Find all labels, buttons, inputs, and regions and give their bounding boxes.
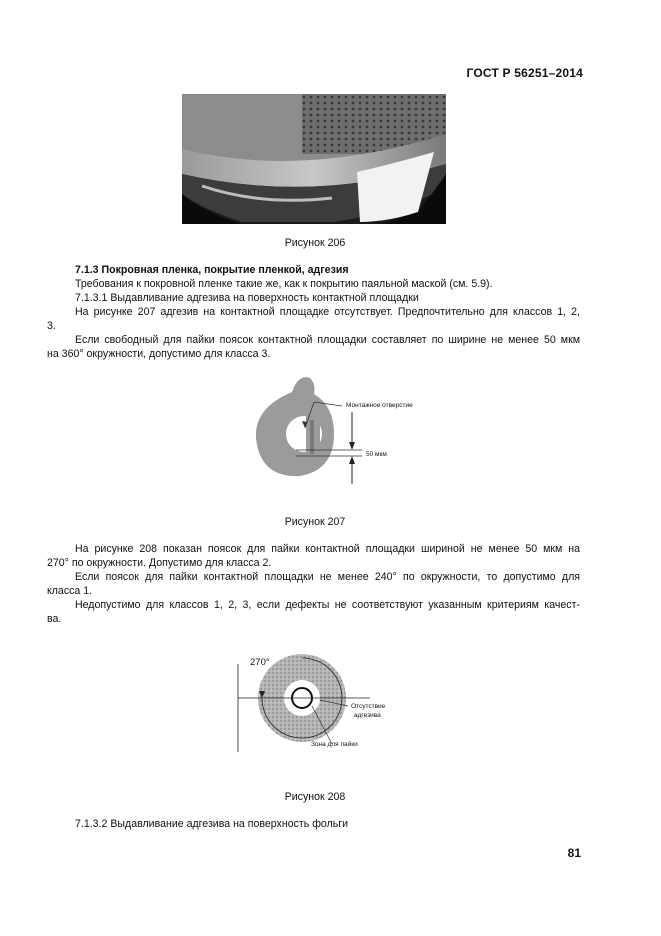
figure-206-caption: Рисунок 206 (284, 237, 346, 249)
paragraph-8: 7.1.3.2 Выдавливание адгезива на поверхность фольги (75, 818, 349, 830)
figure-208-caption: Рисунок 208 (284, 791, 346, 803)
paragraph-7-line-2: ва. (47, 613, 62, 625)
page-number: 81 (567, 846, 581, 860)
paragraph-5-line-1: На рисунке 208 показан поясок для пайки контактной площадки шириной не менее 50 мкм на (75, 543, 580, 555)
paragraph-2: 7.1.3.1 Выдавливание адгезива на поверхность контактной площадки (75, 292, 419, 304)
figure-208-label-angle: 270° (250, 657, 270, 668)
figure-207-caption: Рисунок 207 (284, 516, 346, 528)
figure-207-label-dim: 50 мкм (366, 451, 387, 458)
paragraph-5-line-2: 270° по окружности. Допустимо для класса 2. (47, 557, 272, 569)
figure-206-photo (182, 94, 446, 224)
figure-207-diagram (250, 372, 440, 492)
section-heading: 7.1.3 Покровная пленка, покрытие пленкой, адгезия (75, 264, 349, 276)
figure-208-label-absence-2: адгезива (354, 712, 381, 719)
paragraph-6-line-1: Если поясок для пайки контактной площадки не менее 240° по окружности, то допустимо для (75, 571, 580, 583)
paragraph-3-line-1: На рисунке 207 адгезив на контактной площадке отсутствует. Предпочтительно для классов 1, 2, (75, 306, 580, 318)
paragraph-4-line-1: Если свободный для пайки поясок контактной площадки составляет по ширине не менее 50 мкм (75, 334, 580, 346)
figure-208-label-absence-1: Отсутствие (351, 703, 386, 710)
paragraph-6-line-2: класса 1. (47, 585, 93, 597)
paragraph-4-line-2: на 360° окружности, допустимо для класса 3. (47, 348, 271, 360)
figure-207-label-hole: Монтажное отверстие (346, 402, 413, 409)
figure-208-label-zone: Зона для пайки (311, 741, 358, 748)
paragraph-7-line-1: Недопустимо для классов 1, 2, 3, если дефекты не соответствуют указанным критериям качест- (75, 599, 580, 611)
standard-header: ГОСТ Р 56251–2014 (466, 66, 583, 80)
paragraph-3-line-2: 3. (47, 320, 56, 332)
paragraph-1: Требования к покровной пленке такие же, как к покрытию паяльной маской (см. 5.9). (75, 278, 493, 290)
